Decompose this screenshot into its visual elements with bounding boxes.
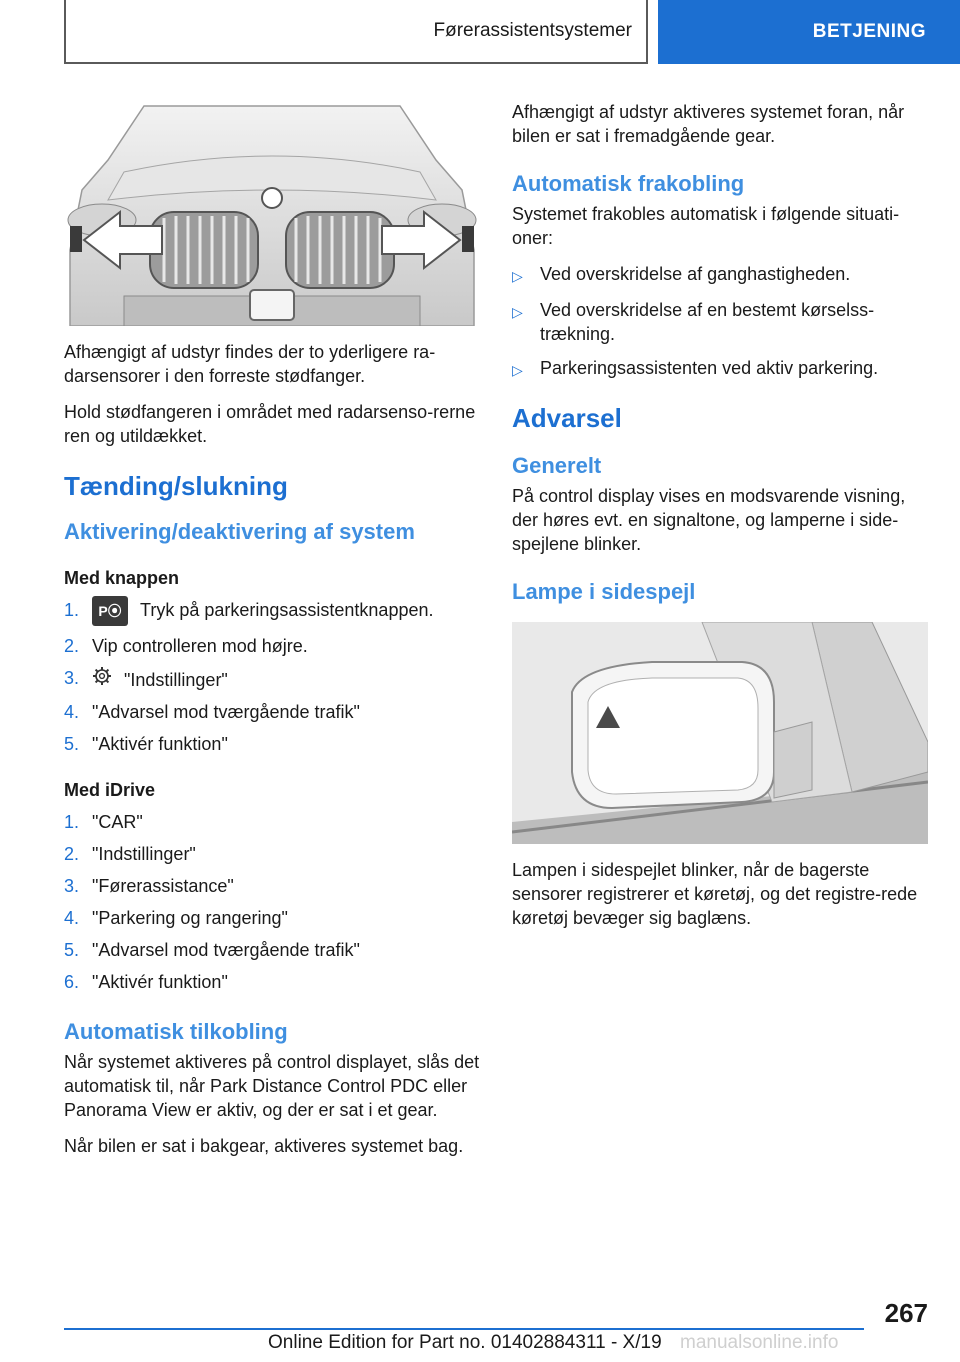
step-text: Tryk på parkeringsassistentknappen. [140, 600, 434, 620]
auto-off-bullets [512, 262, 930, 382]
step-text: "Aktivér funktion" [92, 734, 228, 754]
knappen-steps-list [64, 598, 480, 756]
header-chapter-box [658, 0, 960, 64]
list-item [64, 874, 480, 898]
side-mirror-lamp-illustration [512, 622, 928, 844]
triangle-bullet-icon: ▷ [512, 362, 523, 378]
list-item [512, 356, 930, 382]
list-item [64, 842, 480, 866]
step-number: 2. [64, 844, 80, 864]
heading-generelt: Generelt [512, 453, 602, 478]
front-activation-paragraph: Afhængigt af udstyr aktiveres systemet foran, når bilen er sat i fremadgående gear. [512, 102, 905, 146]
step-text: "Indstillinger" [124, 670, 228, 690]
list-item [64, 906, 480, 930]
list-item [64, 938, 480, 962]
heading-med-idrive: Med iDrive [64, 780, 156, 800]
list-item [64, 666, 480, 692]
step-text: "Aktivér funktion" [92, 972, 228, 992]
step-text: "CAR" [92, 812, 143, 832]
page-number: 267 [884, 1298, 928, 1328]
footer-divider [64, 1328, 864, 1330]
header-section-title: Førerassistentsystemer [433, 20, 632, 41]
triangle-bullet-icon: ▷ [512, 268, 523, 284]
generelt-paragraph: På control display vises en modsvarende visning, der høres evt. en signaltone, og lamperne i side-spejlene blinker. [512, 486, 906, 554]
right-column [512, 100, 930, 942]
heading-advarsel: Advarsel [512, 403, 622, 433]
step-number: 1. [64, 600, 80, 620]
gear-icon [92, 666, 112, 686]
auto-on-paragraph-1: Når systemet aktiveres på control displayet, slås det automatisk til, når Park Distance Control PDC eller Panorama View er aktiv, og der er sat i et gear. [64, 1052, 480, 1120]
heading-aktivering: Aktivering/deaktivering af system [64, 519, 415, 544]
lampe-paragraph: Lampen i sidespejlet blinker, når de bagerste sensorer registrerer et køretøj, og det registre-rede køretøj bevæger sig baglæns. [512, 860, 918, 928]
step-number: 5. [64, 940, 80, 960]
intro-paragraph-1: Afhængigt af udstyr findes der to yderligere ra-darsensorer i den forreste stødfanger. [64, 342, 436, 386]
step-text: Vip controlleren mod højre. [92, 636, 308, 656]
list-item [64, 634, 480, 658]
heading-automatisk-tilkobling: Automatisk tilkobling [64, 1019, 288, 1044]
list-item [64, 810, 480, 834]
list-item [64, 970, 480, 994]
header-chapter-title: BETJENING [812, 21, 926, 42]
step-text: "Indstillinger" [92, 844, 196, 864]
auto-on-paragraph-2: Når bilen er sat i bakgear, aktiveres systemet bag. [64, 1136, 464, 1156]
header-section-box [64, 0, 648, 64]
intro-paragraph-2: Hold stødfangeren i området med radarsenso-rerne ren og utildækket. [64, 402, 476, 446]
step-number: 4. [64, 702, 80, 722]
list-item [64, 598, 480, 626]
heading-lampe-i-sidespejl: Lampe i sidespejl [512, 579, 696, 604]
list-item [512, 298, 930, 346]
step-number: 4. [64, 908, 80, 928]
park-assist-button-icon: P⦿ [92, 596, 128, 626]
heading-med-knappen: Med knappen [64, 568, 180, 588]
step-text: "Førerassistance" [92, 876, 234, 896]
left-column [64, 100, 480, 1170]
idrive-steps-list [64, 810, 480, 994]
bullet-text: Parkeringsassistenten ved aktiv parkering. [540, 358, 879, 378]
auto-off-paragraph: Systemet frakobles automatisk i følgende situati-oner: [512, 204, 900, 248]
step-number: 1. [64, 812, 80, 832]
step-number: 6. [64, 972, 80, 992]
footer-edition: Online Edition for Part no. 01402884311 - X/19 [268, 1332, 662, 1353]
car-front-sensors-illustration [64, 100, 480, 326]
heading-taending-slukning: Tænding/slukning [64, 471, 288, 501]
step-number: 2. [64, 636, 80, 656]
bullet-text: Ved overskridelse af en bestemt kørselss-trækning. [540, 300, 875, 344]
heading-automatisk-frakobling: Automatisk frakobling [512, 171, 745, 196]
step-number: 3. [64, 876, 80, 896]
step-number: 3. [64, 668, 80, 688]
watermark: manualsonline.info [680, 1332, 839, 1353]
list-item [512, 262, 930, 288]
list-item [64, 700, 480, 724]
step-text: "Advarsel mod tværgående trafik" [92, 702, 360, 722]
step-text: "Advarsel mod tværgående trafik" [92, 940, 360, 960]
step-text: "Parkering og rangering" [92, 908, 288, 928]
bullet-text: Ved overskridelse af ganghastigheden. [540, 264, 851, 284]
list-item [64, 732, 480, 756]
triangle-bullet-icon: ▷ [512, 304, 523, 320]
step-number: 5. [64, 734, 80, 754]
